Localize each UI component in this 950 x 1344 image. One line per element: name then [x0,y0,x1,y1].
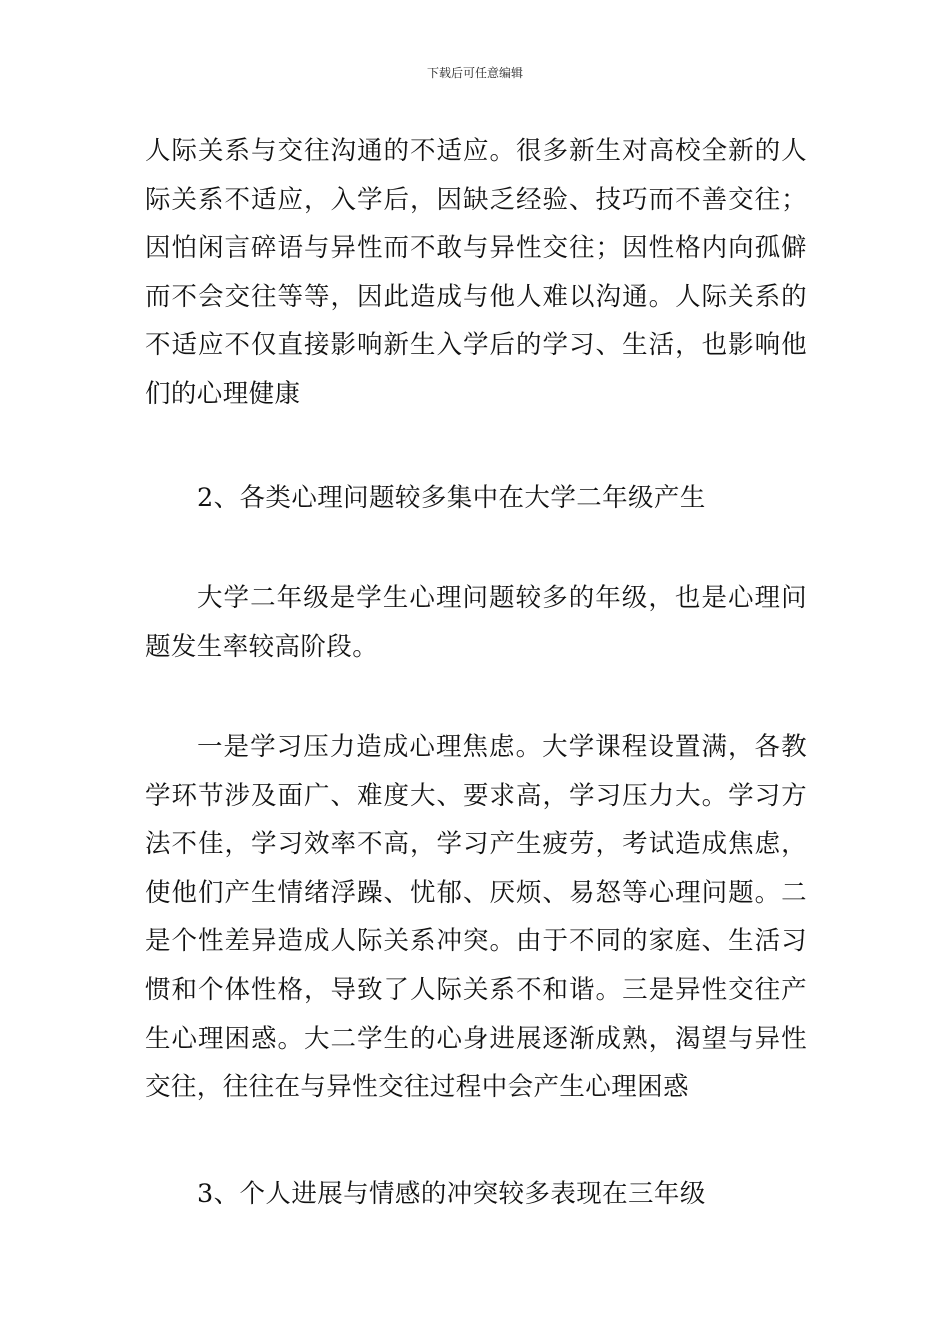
paragraph-interpersonal-adaptation: 人际关系与交往沟通的不适应。很多新生对高校全新的人际关系不适应，入学后，因缺乏经验、技巧而不善交往；因怕闲言碎语与异性而不敢与异性交往；因性格内向孤僻而不会交往等等，因此造成与他人难以沟通。人际关系的不适应不仅直接影响新生入学后的学习、生活，也影响他们的心理健康 [145,136,807,409]
page-header: 下载后可任意编辑 [426,66,523,80]
paragraph-sophomore-summary: 大学二年级是学生心理问题较多的年级，也是心理问题发生率较高阶段。 [145,583,807,662]
section-heading-3: 3、个人进展与情感的冲突较多表现在三年级 [197,1179,706,1209]
paragraph-sophomore-details: 一是学习压力造成心理焦虑。大学课程设置满，各教学环节涉及面广、难度大、要求高，学习压力大。学习方法不佳，学习效率不高，学习产生疲劳，考试造成焦虑，使他们产生情绪浮躁、忧郁、厌烦、易怒等心理问题。二是个性差异造成人际关系冲突。由于不同的家庭、生活习惯和个体性格，导致了人际关系不和谐。三是异性交往产生心理困惑。大二学生的心身进展逐渐成熟，渴望与异性交往，往往在与异性交往过程中会产生心理困惑 [145,732,807,1103]
section-heading-2: 2、各类心理问题较多集中在大学二年级产生 [197,483,706,513]
